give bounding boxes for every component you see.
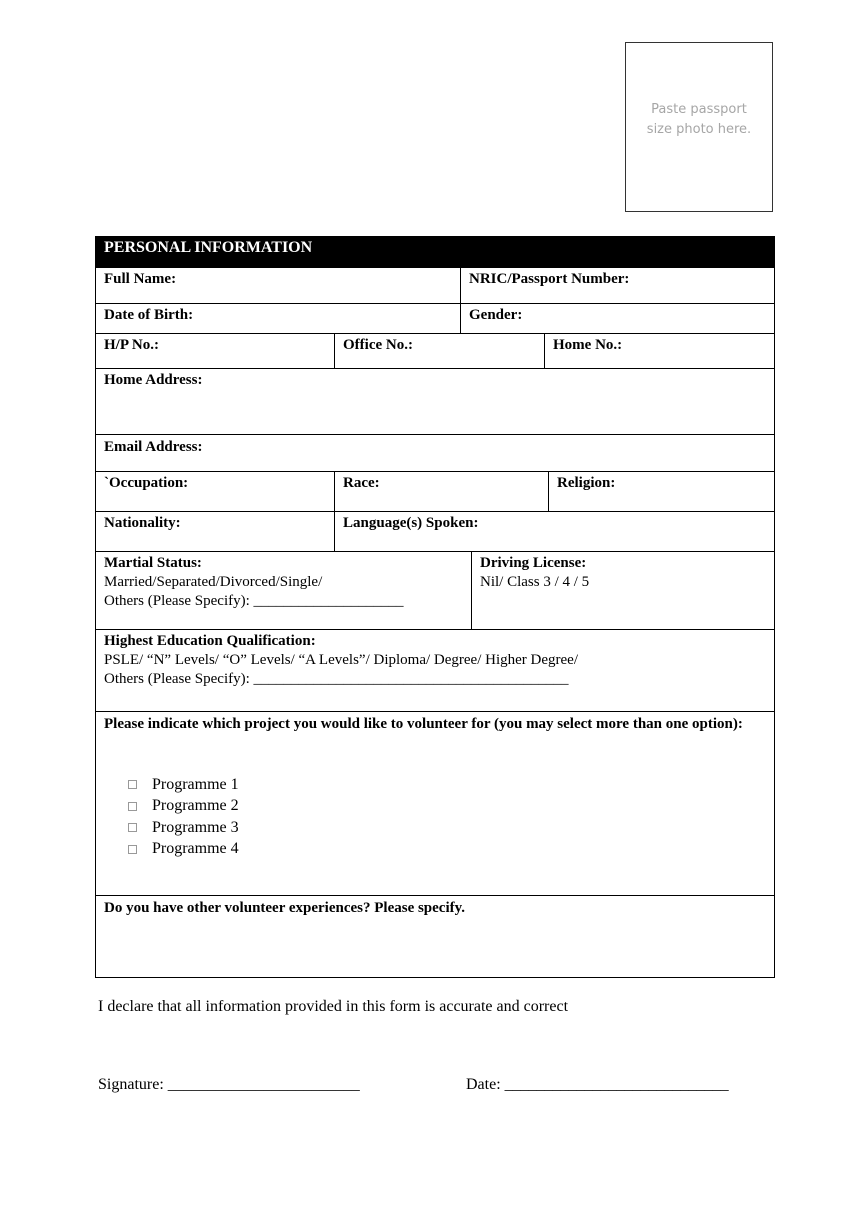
row-email: [96, 435, 774, 472]
marital-status-field[interactable]: [96, 552, 471, 629]
education-others: Others (Please Specify): __________________________________________: [104, 671, 569, 687]
project-question: Please indicate which project you would like to volunteer for (you may select more than one option):: [104, 716, 743, 732]
religion-field[interactable]: Religion:: [548, 472, 774, 511]
checkbox-icon[interactable]: [128, 802, 137, 811]
section-header: PERSONAL INFORMATION: [96, 237, 774, 268]
row-marital: [96, 552, 774, 630]
experience-field[interactable]: Do you have other volunteer experiences? Please specify.: [104, 900, 466, 916]
row-dob: [96, 304, 774, 334]
row-project: [96, 712, 774, 896]
office-field[interactable]: Office No.:: [334, 334, 544, 368]
declaration-text: I declare that all information provided in this form is accurate and correct: [98, 998, 569, 1015]
row-experience: [96, 896, 774, 977]
row-occupation: [96, 472, 774, 512]
education-field[interactable]: [96, 630, 774, 711]
personal-information-form: [95, 236, 775, 978]
education-options: PSLE/ “N” Levels/ “O” Levels/ “A Levels”/ Diploma/ Degree/ Higher Degree/: [104, 652, 578, 668]
photo-placeholder-text: Paste passport size photo here.: [646, 102, 752, 137]
language-field[interactable]: Language(s) Spoken:: [334, 512, 774, 551]
driving-license-field[interactable]: [471, 552, 774, 629]
nric-field[interactable]: NRIC/Passport Number:: [460, 268, 774, 303]
row-name: [96, 268, 774, 304]
occupation-field[interactable]: `Occupation:: [104, 475, 189, 491]
driving-label: Driving License:: [480, 555, 587, 571]
row-education: [96, 630, 774, 712]
email-field[interactable]: Email Address:: [104, 439, 203, 455]
signature-line[interactable]: Signature: ________________________: [98, 1076, 360, 1093]
nationality-field[interactable]: Nationality:: [104, 515, 181, 531]
education-label: Highest Education Qualification:: [104, 633, 316, 649]
programme-option-1[interactable]: Programme 1: [128, 774, 239, 796]
marital-label: Martial Status:: [104, 555, 202, 571]
row-phone: [96, 334, 774, 369]
row-address: [96, 369, 774, 435]
full-name-field[interactable]: Full Name:: [104, 271, 177, 287]
hp-field[interactable]: H/P No.:: [104, 337, 159, 353]
photo-placeholder-box[interactable]: [625, 42, 773, 212]
programme-option-3[interactable]: Programme 3: [128, 817, 239, 839]
checkbox-icon[interactable]: [128, 845, 137, 854]
gender-field[interactable]: Gender:: [460, 304, 774, 333]
programme-option-2[interactable]: Programme 2: [128, 796, 239, 818]
dob-field[interactable]: Date of Birth:: [104, 307, 194, 323]
row-nationality: [96, 512, 774, 552]
checkbox-icon[interactable]: [128, 823, 137, 832]
programme-option-4[interactable]: Programme 4: [128, 839, 239, 861]
race-field[interactable]: Race:: [334, 472, 548, 511]
checkbox-icon[interactable]: [128, 780, 137, 789]
driving-options: Nil/ Class 3 / 4 / 5: [480, 574, 590, 590]
marital-options: Married/Separated/Divorced/Single/: [104, 574, 323, 590]
date-line[interactable]: Date: ____________________________: [466, 1076, 729, 1093]
home-no-field[interactable]: Home No.:: [544, 334, 774, 368]
programme-checklist: [128, 774, 239, 860]
address-field[interactable]: Home Address:: [104, 372, 203, 388]
marital-others: Others (Please Specify): ____________________: [104, 593, 404, 609]
